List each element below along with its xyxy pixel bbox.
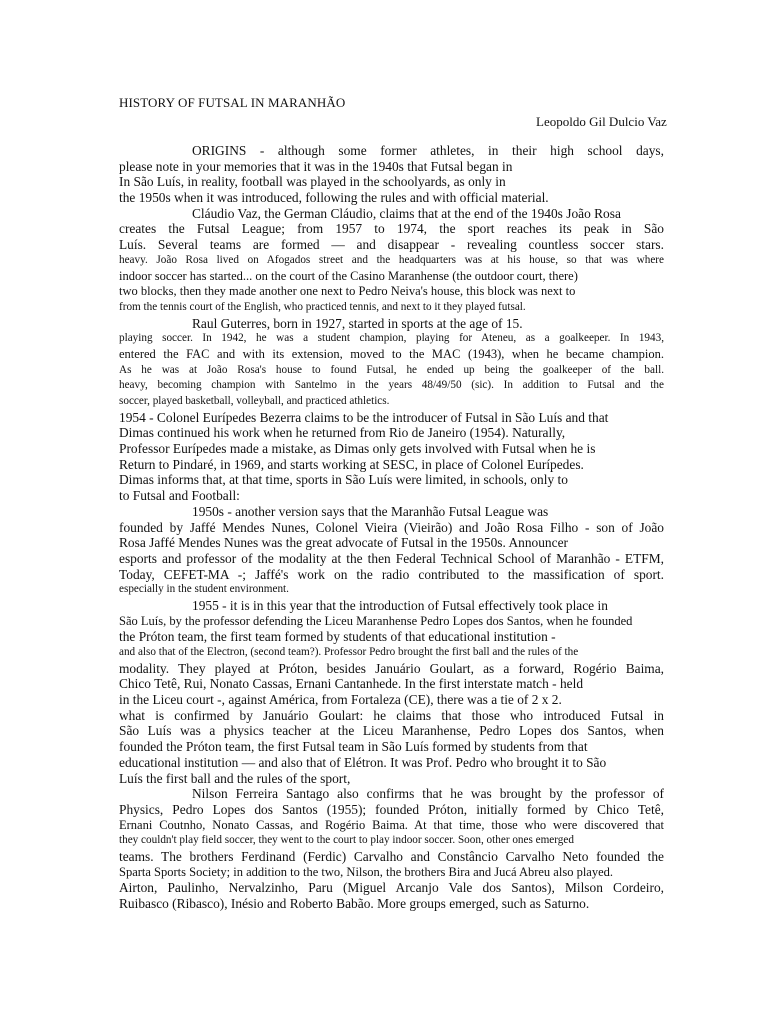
text-line: Today, CEFET-MA -; Jaffé's work on the radio contributed to the massification of sport. [119,566,664,582]
text-line: Return to Pindaré, in 1969, and starts working at SESC, in place of Colonel Eurípedes. [119,456,584,472]
text-line: founded the Próton team, the first Futsal team in São Luís formed by students from that [119,739,588,755]
text-line: indoor soccer has started... on the court of the Casino Maranhense (the outdoor court, there) [119,268,578,283]
text-line: and also that of the Electron, (second team?). Professor Pedro brought the first ball and the rules of the [119,646,579,658]
text-line: São Luís was a physics teacher at the Liceu Maranhense, Pedro Lopes dos Santos, when [119,723,664,739]
text-line: Cláudio Vaz, the German Cláudio, claims that at the end of the 1940s João Rosa [192,205,621,221]
text-line: Dimas informs that, at that time, sports in São Luís were limited, in schools, only to [119,472,568,488]
text-line: Dimas continued his work when he returned from Rio de Janeiro (1954). Naturally, [119,425,566,441]
text-line: what is confirmed by Januário Goulart: he claims that those who introduced Futsal in [119,707,664,723]
text-line: Physics, Pedro Lopes dos Santos (1955); founded Próton, initially formed by Chico Tetê, [119,801,664,817]
text-line: heavy, becoming champion with Santelmo in the years 48/49/50 (sic). In addition to Futsal and the [119,379,664,392]
text-line: 1955 - it is in this year that the introduction of Futsal effectively took place in [192,597,608,613]
text-line: Sparta Sports Society; in addition to the two, Nilson, the brothers Bira and Jucá Abreu also played. [119,864,614,879]
document-body [119,143,664,912]
text-line: especially in the student environment. [119,583,289,596]
text-line: please note in your memories that it was in the 1940s that Futsal began in [119,158,513,174]
text-line: teams. The brothers Ferdinand (Ferdic) Carvalho and Constâncio Carvalho Neto founded the [119,848,664,864]
text-line: In São Luís, in reality, football was played in the schoolyards, as only in [119,174,506,190]
text-line: two blocks, then they made another one next to Pedro Neiva's house, this block was next to [119,284,576,299]
text-line: Luís. Several teams are formed — and disappear - revealing countless soccer stars. [119,237,664,253]
document-title: HISTORY OF FUTSAL IN MARANHÃO [119,95,346,110]
text-line: entered the FAC and with its extension, moved to the MAC (1943), when he became champion. [119,346,664,361]
text-line: São Luís, by the professor defending the Liceu Maranhense Pedro Lopes dos Santos, when he founded [119,613,633,628]
text-line: Airton, Paulinho, Nervalzinho, Paru (Miguel Arcanjo Vale dos Santos), Milson Cordeiro, [119,880,664,896]
text-line: Nilson Ferreira Santago also confirms that he was brought by the professor of [192,786,664,802]
text-line: Ruibasco (Ribasco), Inésio and Roberto Babão. More groups emerged, such as Saturno. [119,896,590,911]
text-line: creates the Futsal League; from 1957 to 1974, the sport reaches its peak in São [119,221,664,237]
text-line: Raul Guterres, born in 1927, started in sports at the age of 15. [192,315,523,331]
text-line: ORIGINS - although some former athletes, in their high school days, [192,143,664,158]
text-line: the 1950s when it was introduced, following the rules and with official material. [119,190,549,206]
text-line: Ernani Coutnho, Nonato Cassas, and Rogério Baima. At that time, those who were discovered that [119,817,664,832]
text-line: from the tennis court of the English, who practiced tennis, and next to it they played futsal. [119,300,526,313]
text-line: they couldn't play field soccer, they went to the court to play indoor soccer. Soon, other ones emerged [119,834,574,847]
text-line: Chico Tetê, Rui, Nonato Cassas, Ernani Cantanhede. In the first interstate match - held [119,676,584,692]
text-line: playing soccer. In 1942, he was a student champion, playing for Ateneu, as a goalkeeper. In 1943, [119,332,664,345]
text-line: 1950s - another version says that the Maranhão Futsal League was [192,503,549,519]
text-line: esports and professor of the modality at the then Federal Technical School of Maranhão - ETFM, [119,550,664,566]
text-line: modality. They played at Próton, besides Januário Goulart, as a forward, Rogério Baima, [119,660,664,676]
text-line: heavy. João Rosa lived on Afogados street and the headquarters was at his house, so that was where [119,253,664,266]
text-line: Luís the first ball and the rules of the sport, [119,770,351,786]
text-line: As he was at João Rosa's house to found Futsal, he ended up being the goalkeeper of the ball. [119,363,664,376]
text-line: in the Liceu court -, against América, from Fortaleza (CE), there was a tie of 2 x 2. [119,692,562,708]
document-author: Leopoldo Gil Dulcio Vaz [536,114,667,129]
text-line: founded by Jaffé Mendes Nunes, Colonel Vieira (Vieirão) and João Rosa Filho - son of João [119,519,664,535]
text-line: educational institution — and also that of Elétron. It was Prof. Pedro who brought it to São [119,754,607,770]
text-line: 1954 - Colonel Eurípedes Bezerra claims to be the introducer of Futsal in São Luís and that [119,409,609,425]
text-line: Professor Eurípedes made a mistake, as Dimas only gets involved with Futsal when he is [119,441,596,457]
text-line: to Futsal and Football: [119,488,240,504]
text-line: the Próton team, the first team formed by students of that educational institution - [119,629,556,645]
text-line: Rosa Jaffé Mendes Nunes was the great advocate of Futsal in the 1950s. Announcer [119,535,568,551]
text-line: soccer, played basketball, volleyball, and practiced athletics. [119,395,390,407]
